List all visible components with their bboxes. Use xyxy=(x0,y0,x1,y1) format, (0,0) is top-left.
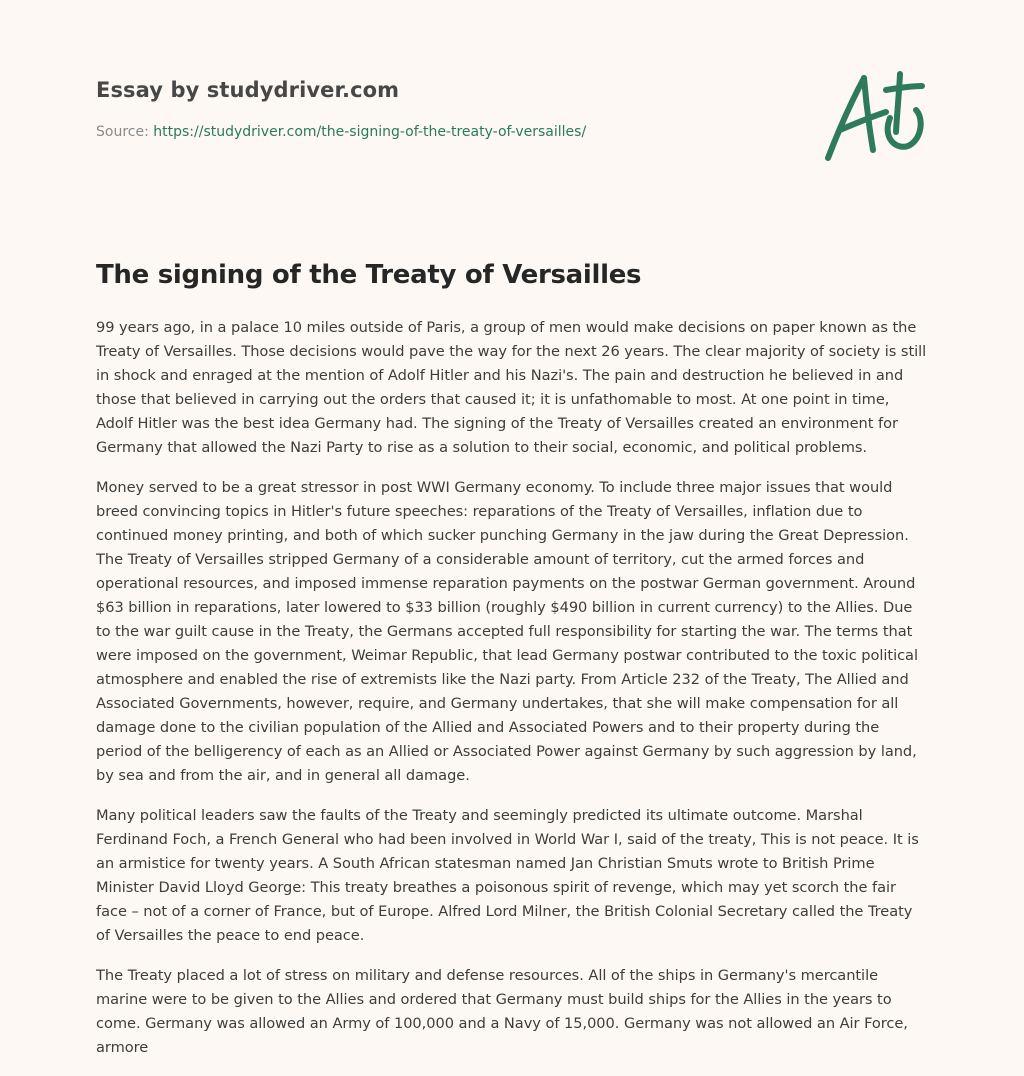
essay-paragraph: Many political leaders saw the faults of the Treaty and seemingly predicted its ultimate outcome. Marshal Ferdinand Foch, a French General who had been involved in World War I, said of the treaty, This is not peace. It is an armistice for twenty years. A South African statesman named Jan Christian Smuts wrote to British Prime Minister David Lloyd George: This treaty breathes a poisonous spirit of revenge, which may yet scorch the fair face – not of a corner of France, but of Europe. Alfred Lord Milner, the British Colonial Secretary called the Treaty of Versailles the peace to end peace. xyxy=(96,807,919,944)
essay-title: The signing of the Treaty of Versailles xyxy=(96,260,642,290)
source-line xyxy=(96,122,796,142)
essay-paragraph: Money served to be a great stressor in post WWI Germany economy. To include three major issues that would breed convincing topics in Hitler's future speeches: reparations of the Treaty of Versailles, inflation due to continued money printing, and both of which sucker punching Germany in the jaw during the Great Depression. The Treaty of Versailles stripped Germany of a considerable amount of territory, cut the armed forces and operational resources, and imposed immense reparation payments on the postwar German government. Around $63 billion in reparations, later lowered to $33 billion (roughly $490 billion in current currency) to the Allies. Due to the war guilt cause in the Treaty, the Germans accepted full responsibility for starting the war. The terms that were imposed on the government, Weimar Republic, that lead Germany postwar contributed to the toxic political atmosphere and enabled the rise of extremists like the Nazi party. From Article 232 of the Treaty, The Allied and Associated Governments, however, require, and Germany undertakes, that she will make compensation for all damage done to the civilian population of the Allied and Associated Powers and to their property during the period of the belligerency of each as an Allied or Associated Power against Germany by such aggression by land, by sea and from the air, and in general all damage. xyxy=(96,479,918,784)
essay-content xyxy=(96,256,928,1076)
site-title: Essay by studydriver.com xyxy=(96,78,400,102)
a-plus-icon xyxy=(820,66,930,166)
source-label: Source: xyxy=(96,124,149,140)
page-header xyxy=(96,76,796,142)
essay-paragraph: The Treaty placed a lot of stress on military and defense resources. All of the ships in Germany's mercantile marine were to be given to the Allies and ordered that Germany must build ships for the Allies in the years to come. Germany was allowed an Army of 100,000 and a Navy of 15,000. Germany was not allowed an Air Force, armore xyxy=(96,967,908,1056)
source-link[interactable]: https://studydriver.com/the-signing-of-the-treaty-of-versailles/ xyxy=(153,124,587,140)
essay-paragraph: 99 years ago, in a palace 10 miles outside of Paris, a group of men would make decisions on paper known as the Treaty of Versailles. Those decisions would pave the way for the next 26 years. The clear majority of society is still in shock and enraged at the mention of Adolf Hitler and his Nazi's. The pain and destruction he believed in and those that believed in carrying out the orders that caused it; it is unfathomable to most. At one point in time, Adolf Hitler was the best idea Germany had. The signing of the Treaty of Versailles created an environment for Germany that allowed the Nazi Party to rise as a solution to their social, economic, and political problems. xyxy=(96,319,927,456)
